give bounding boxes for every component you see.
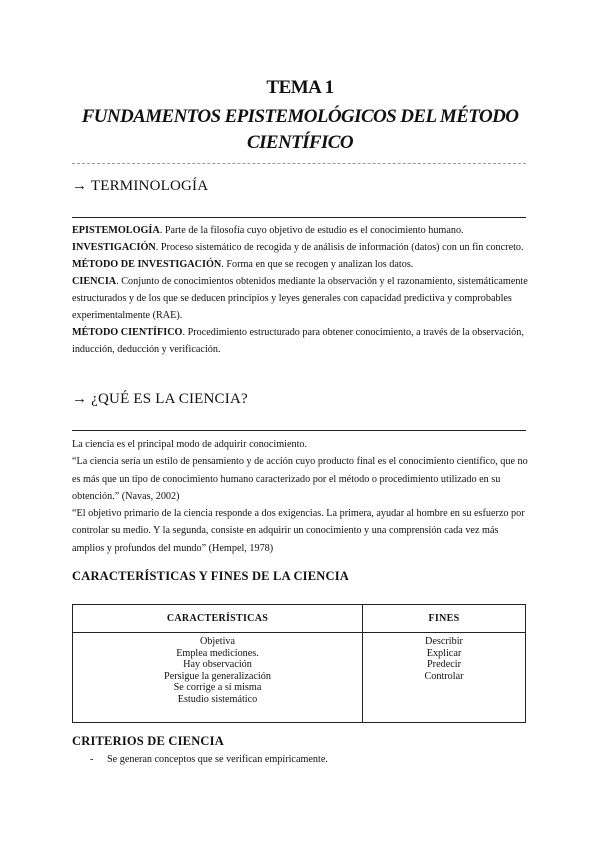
title-block <box>0 76 600 156</box>
table-header-fines: FINES <box>363 605 526 633</box>
que-es-heading: → ¿QUÉ ES LA CIENCIA? <box>72 391 248 407</box>
list-item: Explicar <box>426 647 462 659</box>
dashed-divider <box>72 163 526 164</box>
list-item: Se corrige a sí misma <box>173 682 262 694</box>
list-item: Se generan conceptos que se verifican empíricamente. <box>107 754 328 765</box>
list-item: Estudio sistemático <box>177 693 258 705</box>
definition-text: . Forma en que se recogen y analizan los datos. <box>221 259 414 270</box>
list-item: Objetiva <box>199 636 236 647</box>
definition-item <box>72 256 530 273</box>
paragraph: La ciencia es el principal modo de adquirir conocimiento. <box>72 439 308 450</box>
definition-item <box>72 273 530 324</box>
quote-paragraph: “La ciencia sería un estilo de pensamiento y de acción cuyo producto final es el conocimiento científico, que no es más que un tipo de conocimiento humano caracterizado por el método o procedimiento utilizado en su obtención.” (Navas, 2002) <box>72 456 528 502</box>
chapter-subtitle <box>0 104 600 156</box>
list-item: Persigue la generalización <box>164 670 271 682</box>
definition-text: . Procedimiento estructurado para obtener conocimiento, a través de la observación, inducción, deducción y verificación. <box>72 327 524 355</box>
table-header-caracteristicas: CARACTERÍSTICAS <box>73 605 363 633</box>
ciencia-paragraphs <box>72 436 530 557</box>
quote-paragraph: “El objetivo primario de la ciencia responde a dos exigencias. La primera, ayudar al hombre en su esfuerzo por controlar su medio. Y la segunda, consiste en adquirir un conocimiento y una comprensión cada vez más amplios y profundos del mundo” (Hempel, 1978) <box>72 508 525 554</box>
list-item: Describir <box>425 636 463 647</box>
definition-term: CIENCIA <box>72 276 117 287</box>
definition-text: . Proceso sistemático de recogida y de análisis de información (datos) con un fin concreto. <box>155 242 524 253</box>
definition-text: . Parte de la filosofía cuyo objetivo de estudio es el conocimiento humano. <box>159 225 464 236</box>
list-item: Hay observación <box>183 659 252 671</box>
definition-term: INVESTIGACIÓN <box>72 242 156 253</box>
terminologia-heading: → TERMINOLOGÍA <box>72 178 209 194</box>
definition-term: MÉTODO CIENTÍFICO <box>72 327 183 338</box>
table-row <box>73 633 526 723</box>
definition-item <box>72 239 530 256</box>
list-item: Emplea mediciones. <box>176 647 259 659</box>
terminologia-rule <box>72 217 526 218</box>
definition-text: . Conjunto de conocimientos obtenidos mediante la observación y el razonamiento, sistemáticamente estructurados y de los que se deducen principios y leyes generales con capacidad predictiva y comprobables experimentalmente (RAE). <box>72 276 528 321</box>
que-es-rule <box>72 430 526 431</box>
subtitle-line-1: FUNDAMENTOS EPISTEMOLÓGICOS DEL MÉTODO <box>81 106 519 127</box>
subtitle-line-2: CIENTÍFICO <box>247 132 353 153</box>
caracteristicas-heading: CARACTERÍSTICAS Y FINES DE LA CIENCIA <box>72 569 350 583</box>
list-item: Predecir <box>427 659 461 671</box>
caracteristicas-table <box>72 604 526 723</box>
criterios-heading: CRITERIOS DE CIENCIA <box>72 734 224 748</box>
list-item: Controlar <box>424 670 464 682</box>
definition-item <box>72 324 530 358</box>
table-header-row <box>73 605 526 633</box>
fines-cell <box>363 633 526 723</box>
definition-item <box>72 222 530 239</box>
chapter-title: TEMA 1 <box>266 77 334 98</box>
definitions-list <box>72 222 530 358</box>
caracteristicas-cell <box>73 633 363 723</box>
bullet-dash: - <box>90 754 94 765</box>
definition-term: EPISTEMOLOGÍA <box>72 225 160 236</box>
definition-term: MÉTODO DE INVESTIGACIÓN <box>72 259 222 270</box>
